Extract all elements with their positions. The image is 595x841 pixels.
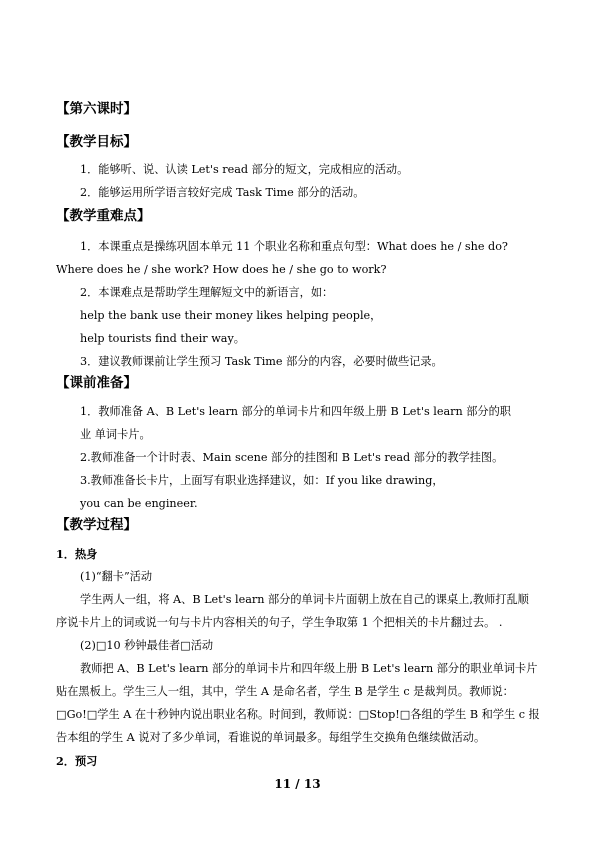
prep-line: 2.教师准备一个计时表、Main scene 部分的挂图和 B Let's read 部分的教学挂图。 [80, 451, 504, 464]
page-number: 11 / 13 [274, 777, 321, 791]
prep-line: 3.教师准备长卡片，上面写有职业选择建议，如：If you like drawing， [80, 474, 444, 487]
section-heading-keypoints: 【教学重难点】 [56, 208, 151, 224]
activity-body-line: 告本组的学生 A 说对了多少单词，看谁说的单词最多。每组学生交换角色继续做活动。 [56, 731, 486, 744]
prep-line: 1．教师准备 A、B Let's learn 部分的单词卡片和四年级上册 B Let's learn 部分的职 [80, 405, 511, 418]
step-title-preview: 2．预习 [56, 754, 98, 768]
activity-title-ten-seconds: (2)□10 秒钟最佳者□活动 [80, 639, 214, 652]
goal-item: 2．能够运用所学语言较好完成 Task Time 部分的活动。 [80, 186, 365, 199]
activity-body-line: 序说卡片上的词或说一句与卡片内容相关的句子，学生争取第 1 个把相关的卡片翻过去。 . [56, 616, 503, 629]
step-title-warmup: 1．热身 [56, 547, 98, 561]
activity-title-flip-card: (1)“翻卡”活动 [80, 570, 153, 583]
activity-body-line: 学生两人一组，将 A、B Let's learn 部分的单词卡片面朝上放在自己的课桌上,教师打乱顺 [80, 593, 529, 606]
goal-item: 1．能够听、说、认读 Let's read 部分的短文，完成相应的活动。 [80, 163, 409, 176]
prep-line: you can be engineer. [80, 497, 198, 510]
keypoint-line: 2．本课难点是帮助学生理解短文中的新语言，如： [80, 286, 334, 299]
keypoint-line: Where does he / she work? How does he / she go to work? [56, 263, 387, 276]
keypoint-line: 3．建议教师课前让学生预习 Task Time 部分的内容，必要时做些记录。 [80, 355, 443, 368]
keypoint-line: help the bank use their money likes helping people， [80, 309, 382, 322]
activity-body-line: 贴在黑板上。学生三人一组，其中，学生 A 是命名者，学生 B 是学生 c 是裁判员。教师说： [56, 685, 514, 698]
section-heading-goals: 【教学目标】 [56, 134, 137, 150]
keypoint-line: 1．本课重点是操练巩固本单元 11 个职业名称和重点句型：What does he / she do? [80, 240, 508, 253]
section-heading-process: 【教学过程】 [56, 517, 137, 533]
prep-line: 业 单词卡片。 [80, 428, 151, 441]
keypoint-line: help tourists find their way。 [80, 332, 245, 345]
activity-body-line: □Go!□学生 A 在十秒钟内说出职业名称。时间到，教师说：□Stop!□各组的学生 B 和学生 c 报 [56, 708, 540, 721]
activity-body-line: 教师把 A、B Let's learn 部分的单词卡片和四年级上册 B Let's learn 部分的职业单词卡片 [80, 662, 538, 675]
section-heading-prep: 【课前准备】 [56, 375, 137, 391]
section-heading-lesson6: 【第六课时】 [56, 101, 137, 117]
